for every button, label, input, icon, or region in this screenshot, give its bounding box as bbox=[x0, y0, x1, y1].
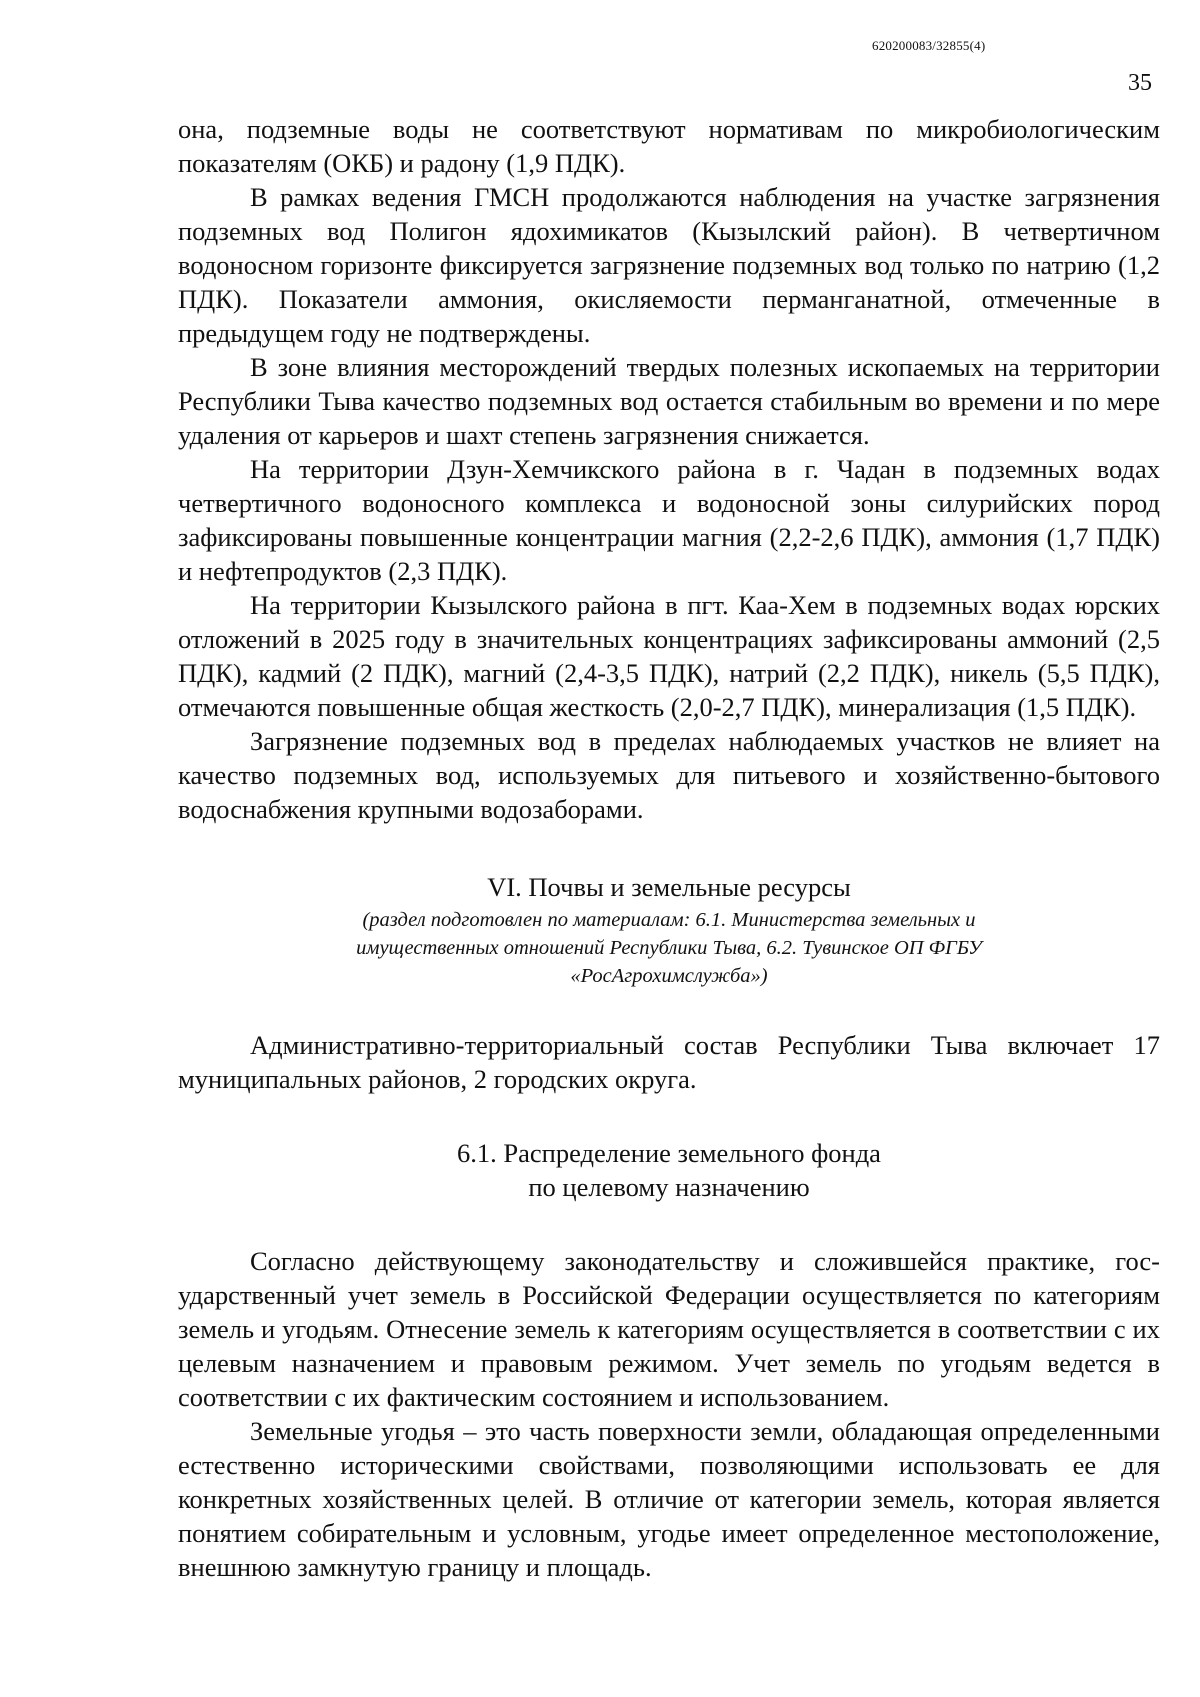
paragraph-chadan: На территории Дзун-Хемчикского района в г. Чадан в подземных водах четвертичного водоносного комплекса и водоносной зоны силурийских пород зафиксированы повышенные концентрации магния (2,2-2,6 ПДК), аммония (1,7 ПДК) и нефтепродуктов (2,3 ПДК). bbox=[178, 454, 1160, 586]
document-id: 620200083/32855(4) bbox=[872, 38, 986, 53]
paragraph-groundwater-continued: она, подземные воды не соответствуют нормативам по микробиологическим показателям (ОКБ) и радону (1,9 ПДК). bbox=[178, 114, 1160, 178]
paragraph-mining-impact: В зоне влияния месторождений твердых полезных ископаемых на территории Республики Тыва качество подземных вод остается стабильным во времени и по мере удаления от карьеров и шахт степень загрязнения снижается. bbox=[178, 352, 1160, 450]
paragraph-gmsn-observations: В рамках ведения ГМСН продолжаются наблюдения на участке загрязнения подземных вод Полигон ядохимикатов (Кызылский район). В четвертичном водоносном горизонте фиксируется загрязнение подземных вод только по натрию (1,2 ПДК). Показатели аммония, окисляемости перманганатной, отмеченные в предыдущем году не подтверждены. bbox=[178, 182, 1160, 348]
paragraph-water-supply: Загрязнение подземных вод в пределах наблюдаемых участков не влияет на качество подземных вод, используемых для питьевого и хозяйственно-бытового водоснабжения крупными водозаборами. bbox=[178, 726, 1160, 824]
page-number: 35 bbox=[1128, 70, 1152, 96]
paragraph-kaa-khem: На территории Кызылского района в пгт. Каа-Хем в подземных водах юрских отложений в 2025 году в значительных концентрациях зафиксированы аммоний (2,5 ПДК), кадмий (2 ПДК), магний (2,4-3,5 ПДК), натрий (2,2 ПДК), никель (5,5 ПДК), отмечаются повышенные общая жесткость (2,0-2,7 ПДК), минерализация (1,5 ПДК). bbox=[178, 590, 1160, 722]
paragraph-land-types: Земельные угодья – это часть поверхности земли, обладающая определенными естественно историческими свойствами, позволяющими использовать ее для конкретных хозяйственных целей. В отличие от категории земель, которая является понятием собирательным и условным, угодье имеет определенное местоположение, внешнюю замкнутую границу и площадь. bbox=[178, 1416, 1160, 1582]
paragraph-admin-structure: Административно-территориальный состав Республики Тыва включает 17 муниципальных районов, 2 городских округа. bbox=[178, 1030, 1160, 1094]
page-content bbox=[178, 112, 1160, 1584]
section-title: VI. Почвы и земельные ресурсы bbox=[487, 872, 851, 902]
subsection-title-line-1: 6.1. Распределение земельного фонда bbox=[457, 1138, 881, 1168]
subsection-title bbox=[178, 1136, 1160, 1204]
section-source-note: (раздел подготовлен по материалам: 6.1. Министерства земельных и имущественных отношений Республики Тыва, 6.2. Тувинское ОП ФГБУ «РосАгрохимслужба») bbox=[356, 909, 982, 987]
subsection-title-line-2: по целевому назначению bbox=[528, 1172, 810, 1202]
paragraph-land-accounting: Согласно действующему законодательству и сложившейся практике, государственный учет земель в Российской Федерации осуществляется по категориям земель и угодьям. Отнесение земель к категориям осуществляется в соответствии с их целевым назначением и правовым режимом. Учет земель по угодьям ведется в соответствии с их фактическим состоянием и использованием. bbox=[178, 1246, 1160, 1412]
